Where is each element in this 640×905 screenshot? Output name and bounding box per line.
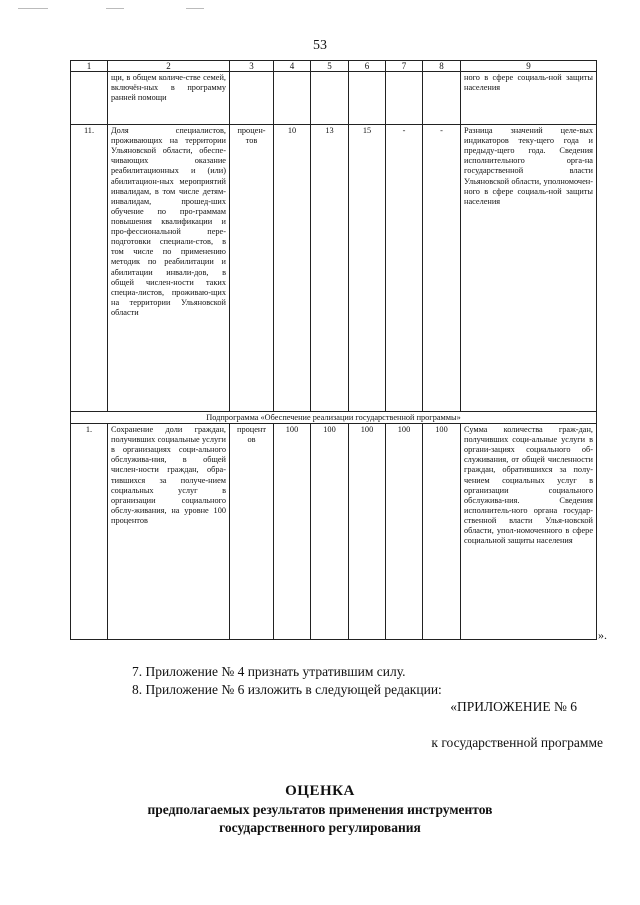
header-row [71,61,597,72]
indicator-note: Сумма количества граж-дан, получивших соци-альные услуги в органи-зациях социального об-служивания, от общей численности граждан, обратившихся за полу-чением социальных услуг в организации социального обслужива-ния. Сведения исполнитель-ного органа государ-ственной власти Улья-новской области, упол-номоченного в сфере социальной защиты населения [461,424,597,640]
header-cell: 8 [423,61,461,72]
table-row [71,72,597,125]
value-cell: - [423,125,461,412]
unit: процен-тов [230,125,274,412]
row-number: 1. [71,424,108,640]
indicator-name: щи, в общем количе-стве семей, включён-ных в программу ранней помощи [108,72,230,125]
section-subtitle-line-2: государственного регулирования [219,820,421,835]
section-title: ОЦЕНКА [285,783,355,799]
value-cell: - [386,125,423,412]
indicator-name: Доля специалистов, проживающих на территории Ульяновской области, обеспе-чивающих оказание реабилитационных и (или) абилитацион-ных мероприятий инвалидам, в том числе детям-инвалидам, прошед-ших обучение по про-граммам повышения квалификации и про-фессиональной пере-подготовки специали-стов, в том числе по применению методик по реабилитации и абилитации инвали-дов, в общей числен-ности таких специа-листов, проживаю-щих на территории Ульяновской области [108,125,230,412]
header-cell: 1 [71,61,108,72]
row-number: 11. [71,125,108,412]
unit: процент ов [230,424,274,640]
table-row [71,125,597,412]
value-cell: 15 [349,125,386,412]
value-cell: 100 [386,424,423,640]
value-cell: 13 [311,125,349,412]
subprogram-row [71,412,597,424]
value-cell: 10 [274,125,311,412]
page-number: 53 [313,38,327,53]
header-cell: 9 [461,61,597,72]
paragraph-7: 7. Приложение № 4 признать утратившим силу. [132,664,406,679]
value-cell: 100 [423,424,461,640]
closing-quote: ». [598,628,607,642]
header-cell: 7 [386,61,423,72]
indicator-note: Разница значений целе-вых индикаторов теку-щего года и предыду-щего года. Сведения исполнительного орга-на государственной власти Ульяновской области, уполномочен-ного в сфере социаль-ной защиты населения [461,125,597,412]
header-cell: 4 [274,61,311,72]
paragraph-8: 8. Приложение № 6 изложить в следующей редакции: [132,682,442,697]
scan-artifact [106,8,124,9]
value-cell: 100 [349,424,386,640]
header-cell: 2 [108,61,230,72]
indicator-note: ного в сфере социаль-ной защиты населения [461,72,597,125]
section-subtitle-line-1: предполагаемых результатов применения инструментов [147,802,493,817]
scan-artifact [18,8,48,9]
header-cell: 6 [349,61,386,72]
header-cell: 5 [311,61,349,72]
scan-artifact [186,8,204,9]
value-cell: 100 [274,424,311,640]
appendix-label: «ПРИЛОЖЕНИЕ № 6 [450,699,577,714]
appendix-subtitle: к государственной программе [431,735,603,750]
value-cell: 100 [311,424,349,640]
header-cell: 3 [230,61,274,72]
indicator-name: Сохранение доли граждан, получивших социальные услуги в организациях соци-ального обслужива-ния, в общей числен-ности граждан, обра-тившихся за получе-нием социальных услуг в организации социального обслу-живания, на уровне 100 процентов [108,424,230,640]
indicators-table [70,60,597,640]
table-row [71,424,597,640]
subprogram-title: Подпрограмма «Обеспечение реализации государственной программы» [71,412,597,424]
